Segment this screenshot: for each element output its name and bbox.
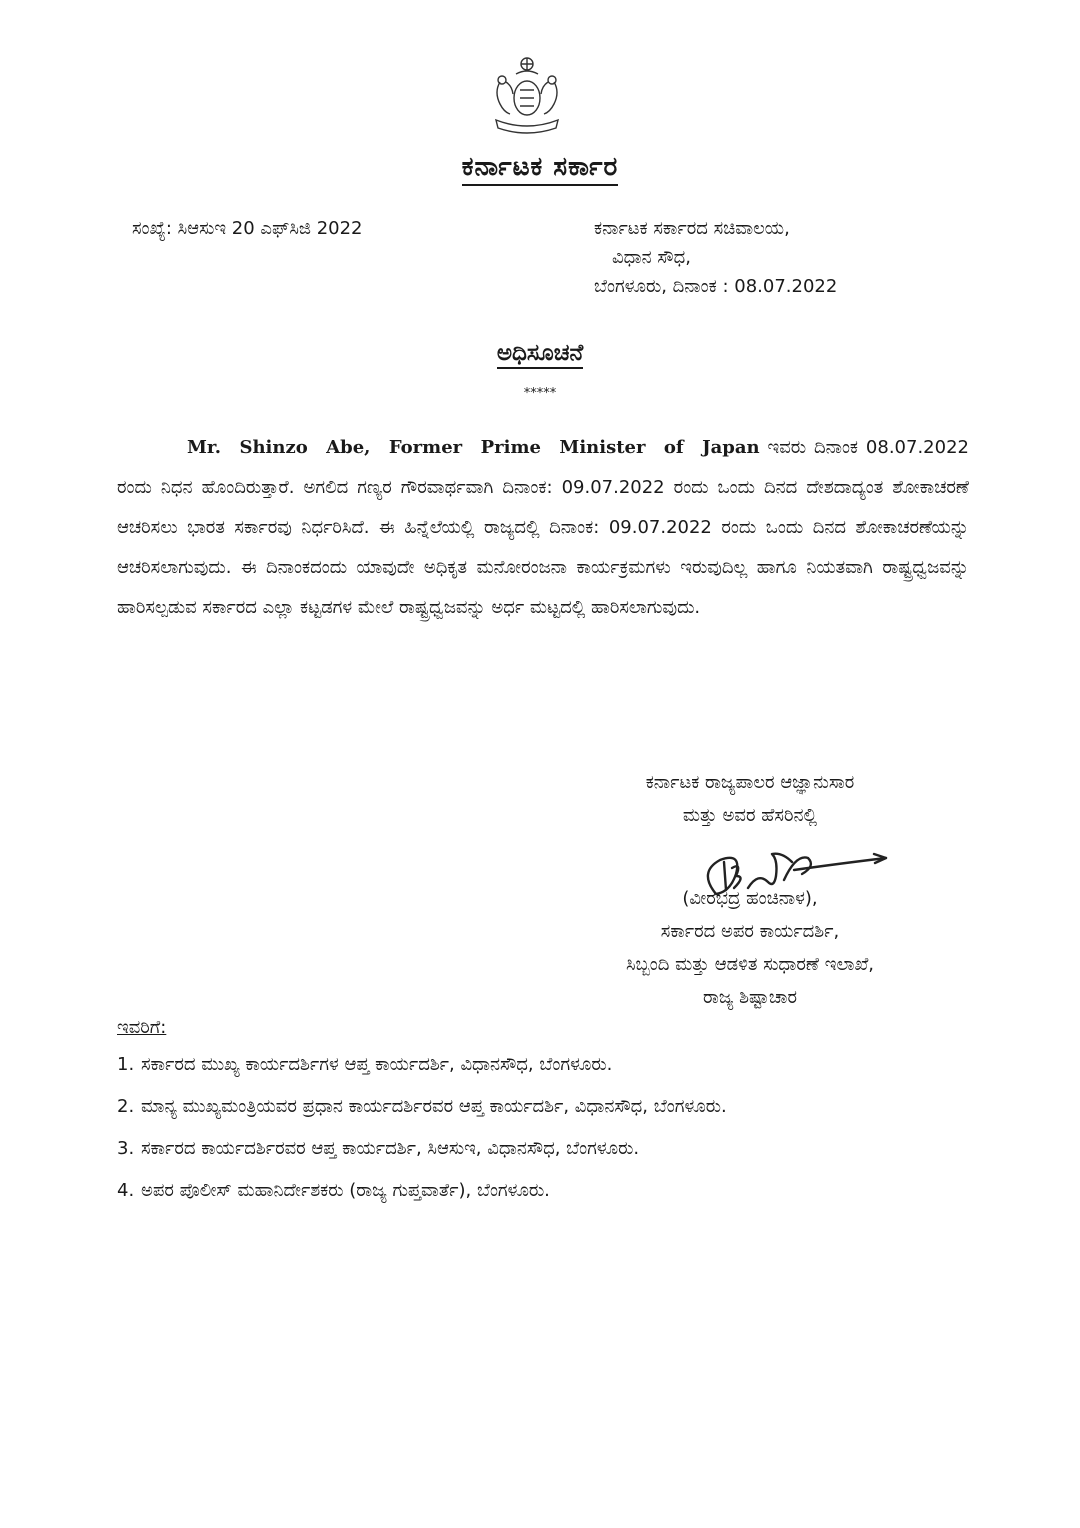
signatory-block bbox=[560, 766, 940, 1014]
list-item: 2. ಮಾನ್ಯ ಮುಖ್ಯಮಂತ್ರಿಯವರ ಪ್ರಧಾನ ಕಾರ್ಯದರ್ಶಿರವರ ಆಪ್ತ ಕಾರ್ಯದರ್ಶಿ, ವಿಧಾನಸೌಧ, ಬೆಂಗಳೂರು. bbox=[117, 1096, 727, 1117]
reference-number: ಸಂಖ್ಯೆ: ಸಿಆಸುಇ 20 ಎಫ್‌ಸಿಜಿ 2022 bbox=[132, 218, 363, 239]
notification-heading: ಅಧಿಸೂಚನೆ bbox=[0, 340, 1080, 366]
address-line-2: ವಿಧಾನ ಸೌಧ, bbox=[612, 247, 691, 268]
recipients-list bbox=[117, 1012, 972, 1217]
recipients-label: ಇವರಿಗೆ: bbox=[117, 1017, 167, 1038]
heading-separator: ***** bbox=[523, 386, 557, 401]
notification-subject: Mr. Shinzo Abe, Former Prime Minister of Japan bbox=[187, 437, 760, 458]
address-date-line: ಬೆಂಗಳೂರು, ದಿನಾಂಕ : 08.07.2022 bbox=[594, 276, 838, 297]
signatory-designation: ಸರ್ಕಾರದ ಅಪರ ಕಾರ್ಯದರ್ಶಿ, bbox=[660, 921, 840, 942]
list-item: 4. ಅಪರ ಪೊಲೀಸ್ ಮಹಾನಿರ್ದೇಶಕರು (ರಾಜ್ಯ ಗುಪ್ತವಾರ್ತೆ), ಬೆಂಗಳೂರು. bbox=[117, 1180, 550, 1201]
office-address bbox=[594, 214, 837, 301]
state-emblem-icon bbox=[486, 52, 568, 136]
notification-body bbox=[117, 428, 969, 628]
address-line-1: ಕರ್ನಾಟಕ ಸರ್ಕಾರದ ಸಚಿವಾಲಯ, bbox=[594, 218, 790, 239]
signatory-department: ಸಿಬ್ಬಂದಿ ಮತ್ತು ಆಡಳಿತ ಸುಧಾರಣೆ ಇಲಾಖೆ, bbox=[625, 954, 875, 975]
signatory-name: (ವೀರಭದ್ರ ಹಂಚಿನಾಳ), bbox=[682, 888, 818, 909]
notification-text: ಇವರು ದಿನಾಂಕ 08.07.2022 ರಂದು ನಿಧನ ಹೊಂದಿರುತ್ತಾರೆ. ಅಗಲಿದ ಗಣ್ಯರ ಗೌರವಾರ್ಥವಾಗಿ ದಿನಾಂಕ: 09.07.2022 ರಂದು ಒಂದು ದಿನದ ದೇಶದಾದ್ಯಂತ ಶೋಕಾಚರಣೆ ಆಚರಿಸಲು ಭಾರತ ಸರ್ಕಾರವು ನಿರ್ಧರಿಸಿದೆ. ಈ ಹಿನ್ನೆಲೆಯಲ್ಲಿ ರಾಜ್ಯದಲ್ಲಿ ದಿನಾಂಕ: 09.07.2022 ರಂದು ಒಂದು ದಿನದ ಶೋಕಾಚರಣೆಯನ್ನು ಆಚರಿಸಲಾಗುವುದು. ಈ ದಿನಾಂಕದಂದು ಯಾವುದೇ ಅಧಿಕೃತ ಮನೋರಂಜನಾ ಕಾರ್ಯಕ್ರಮಗಳು ಇರುವುದಿಲ್ಲ ಹಾಗೂ ನಿಯತವಾಗಿ ರಾಷ್ಟ್ರಧ್ವಜವನ್ನು ಹಾರಿಸಲ್ಪಡುವ ಸರ್ಕಾರದ ಎಲ್ಲಾ ಕಟ್ಟಡಗಳ ಮೇಲೆ ರಾಷ್ಟ್ರಧ್ವಜವನ್ನು ಅರ್ಧ ಮಟ್ಟದಲ್ಲಿ ಹಾರಿಸಲಾಗುವುದು. bbox=[117, 437, 969, 618]
authority-line-1: ಕರ್ನಾಟಕ ರಾಜ್ಯಪಾಲರ ಆಜ್ಞಾನುಸಾರ bbox=[645, 772, 855, 793]
list-item: 3. ಸರ್ಕಾರದ ಕಾರ್ಯದರ್ಶಿರವರ ಆಪ್ತ ಕಾರ್ಯದರ್ಶಿ, ಸಿಆಸುಇ, ವಿಧಾನಸೌಧ, ಬೆಂಗಳೂರು. bbox=[117, 1138, 640, 1159]
government-title: ಕರ್ನಾಟಕ ಸರ್ಕಾರ bbox=[0, 152, 1080, 183]
signatory-section: ರಾಜ್ಯ ಶಿಷ್ಟಾಚಾರ bbox=[702, 987, 798, 1008]
authority-line-2: ಮತ್ತು ಅವರ ಹೆಸರಿನಲ್ಲಿ bbox=[682, 805, 818, 826]
list-item: 1. ಸರ್ಕಾರದ ಮುಖ್ಯ ಕಾರ್ಯದರ್ಶಿಗಳ ಆಪ್ತ ಕಾರ್ಯದರ್ಶಿ, ವಿಧಾನಸೌಧ, ಬೆಂಗಳೂರು. bbox=[117, 1054, 613, 1075]
